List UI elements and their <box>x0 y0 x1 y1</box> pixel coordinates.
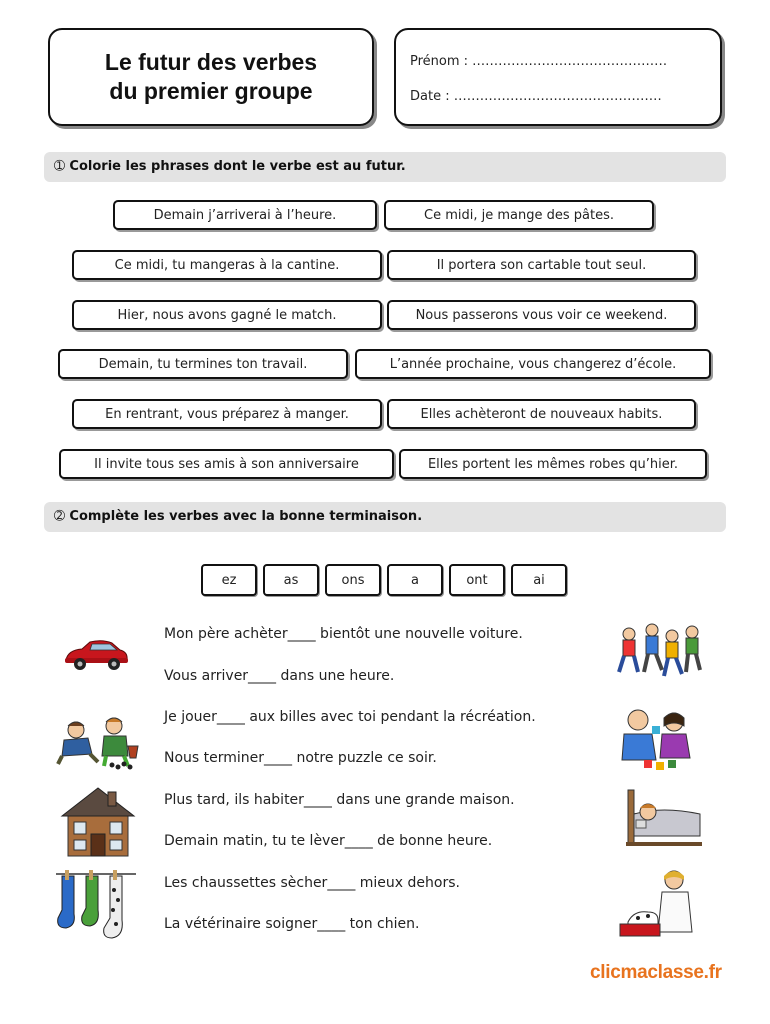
sentence-box[interactable]: Nous passerons vous voir ce weekend. <box>387 300 696 330</box>
section-2-header <box>44 502 726 532</box>
exercise-sentence[interactable]: Vous arriver____ dans une heure. <box>164 668 395 684</box>
exercise-sentence[interactable]: Nous terminer____ notre puzzle ce soir. <box>164 750 437 766</box>
children-running-illustration <box>614 620 704 688</box>
sentence-box[interactable]: Demain j’arriverai à l’heure. <box>113 200 377 230</box>
page-title-line1: Le futur des verbes <box>104 49 318 75</box>
sentence-box[interactable]: L’année prochaine, vous changerez d’école. <box>355 349 711 379</box>
socks-clothesline-illustration <box>56 866 136 944</box>
sentence-box[interactable]: Il portera son cartable tout seul. <box>387 250 696 280</box>
exercise-sentence[interactable]: Demain matin, tu te lèver____ de bonne heure. <box>164 833 493 849</box>
sentence-box[interactable]: Elles achèteront de nouveaux habits. <box>387 399 696 429</box>
exercise-sentence[interactable]: Les chaussettes sècher____ mieux dehors. <box>164 875 460 891</box>
ending-box: ons <box>325 564 381 596</box>
exercise-sentence[interactable]: Je jouer____ aux billes avec toi pendant la récréation. <box>164 709 536 725</box>
sentence-box[interactable]: Hier, nous avons gagné le match. <box>72 300 382 330</box>
ending-box: ont <box>449 564 505 596</box>
section-1-header <box>44 152 726 182</box>
sentence-box[interactable]: Ce midi, tu mangeras à la cantine. <box>72 250 382 280</box>
title-box <box>48 28 374 126</box>
sentence-box[interactable]: Demain, tu termines ton travail. <box>58 349 348 379</box>
ending-box: ez <box>201 564 257 596</box>
exercise-sentence[interactable]: La vétérinaire soigner____ ton chien. <box>164 916 420 932</box>
section-1-title: ➀ Colorie les phrases dont le verbe est au futur. <box>54 159 406 174</box>
student-info-box <box>394 28 722 126</box>
sentence-box[interactable]: Il invite tous ses amis à son anniversaire <box>59 449 394 479</box>
veterinarian-dog-illustration <box>618 866 704 942</box>
site-logo: clicmaclasse.fr <box>590 962 722 983</box>
boys-marbles-illustration <box>56 712 140 770</box>
prenom-field[interactable]: Prénom : ……………………………………… <box>410 54 668 69</box>
ending-box: a <box>387 564 443 596</box>
sentence-box[interactable]: Ce midi, je mange des pâtes. <box>384 200 654 230</box>
ending-box: as <box>263 564 319 596</box>
kids-puzzle-illustration <box>616 704 696 772</box>
exercise-sentence[interactable]: Mon père achèter____ bientôt une nouvelle voiture. <box>164 626 523 642</box>
car-illustration <box>62 636 130 674</box>
sentence-box[interactable]: Elles portent les mêmes robes qu’hier. <box>399 449 707 479</box>
date-field[interactable]: Date : ………………………………………… <box>410 89 662 104</box>
page-title-line2: du premier groupe <box>109 78 313 104</box>
exercise-sentence[interactable]: Plus tard, ils habiter____ dans une grande maison. <box>164 792 515 808</box>
house-illustration <box>60 784 136 858</box>
ending-box: ai <box>511 564 567 596</box>
sentence-box[interactable]: En rentrant, vous préparez à manger. <box>72 399 382 429</box>
section-2-title: ➁ Complète les verbes avec la bonne terminaison. <box>54 509 423 524</box>
child-bed-illustration <box>622 784 702 850</box>
